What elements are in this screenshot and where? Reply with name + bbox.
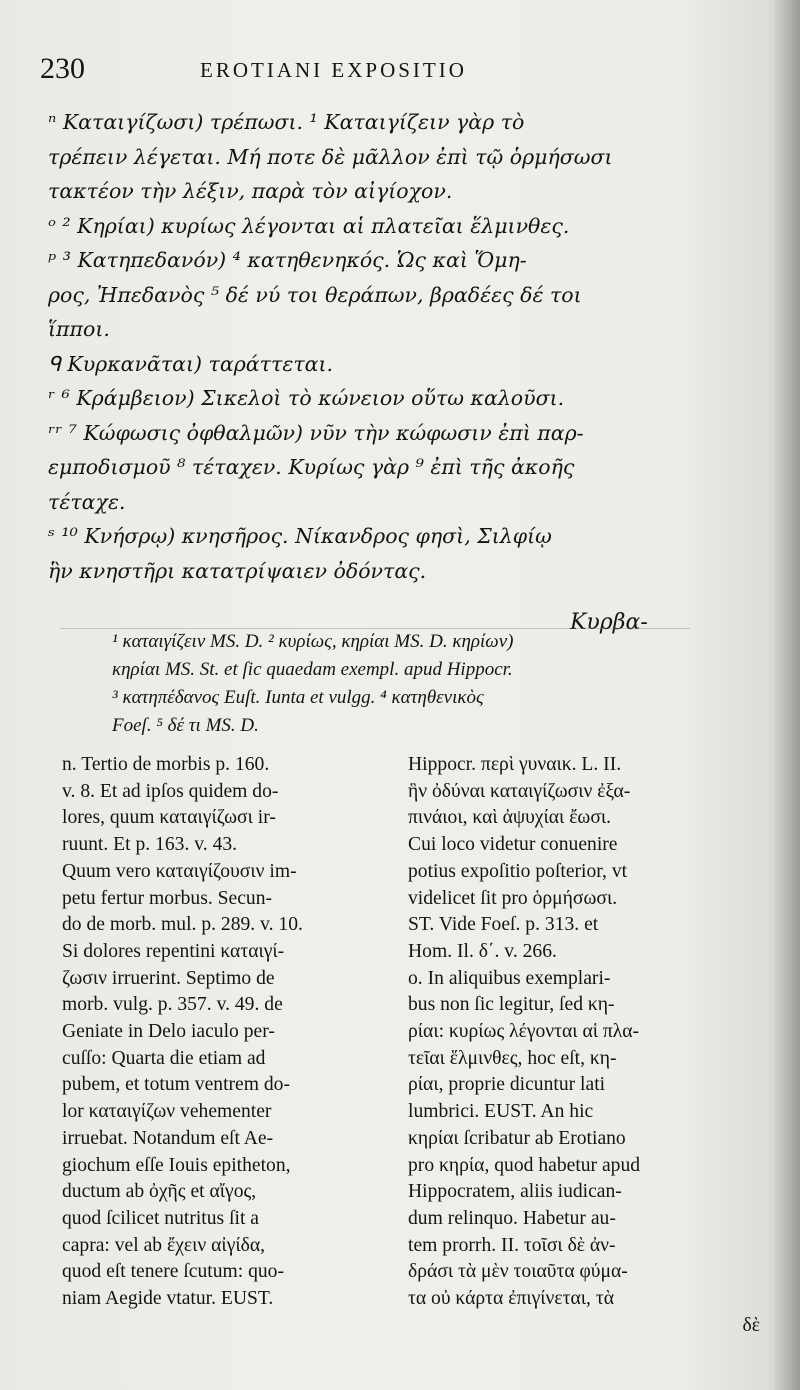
commentary-line: Si dolores repentini καταιγί- <box>62 940 285 962</box>
running-title: EROTIANI EXPOSITIO <box>200 58 467 82</box>
text-line: ʳʳ ⁷ Κώφωσις ὀφθαλμῶν) νῦν τὴν κώφωσιν ἐπὶ παρ- <box>48 420 584 445</box>
commentary-line: v. 8. Et ad ipſos quidem do- <box>62 780 279 802</box>
commentary-line: videlicet ſit pro ὁρμήσωσι. <box>408 887 618 909</box>
commentary-line: ζωσιν irruerint. Septimo de <box>62 967 275 989</box>
text-line: ἣν κνηστῆρι κατατρίψαιεν ὀδόντας. <box>48 558 427 583</box>
text-line: εμποδισμοῦ ⁸ τέταχεν. Κυρίως γὰρ ⁹ ἐπὶ τῆς ἀκοῆς <box>48 455 575 479</box>
text-line: ρος, Ἠπεδανὸς ⁵ δέ νύ τοι θεράπων, βραδέες δέ τοι <box>48 282 582 307</box>
commentary-line: lumbrici. EUST. An hic <box>408 1101 594 1123</box>
text-line: ᑫ Κυρκανᾶται) ταράττεται. <box>48 351 334 376</box>
commentary <box>62 752 762 1382</box>
page-gutter-shadow <box>774 0 800 1390</box>
commentary-line: tem prorrh. II. τοῖσι δὲ ἀν- <box>408 1234 616 1256</box>
catchword: Κυρβα- <box>570 610 648 635</box>
footnotes <box>112 628 762 740</box>
text-line: ἵπποι. <box>48 317 110 341</box>
commentary-line: Geniate in Delo iaculo per- <box>62 1021 275 1043</box>
footnote-line: ³ κατηπέδανος Euſt. Iunta et vulgg. ⁴ κατηθενικὸς <box>112 687 484 708</box>
commentary-line: Hom. Il. δ΄. v. 266. <box>408 940 557 962</box>
commentary-line: Hippocratem, aliis iudican- <box>408 1181 622 1203</box>
commentary-line: ρίαι, proprie dicuntur lati <box>408 1074 606 1096</box>
commentary-line: petu fertur morbus. Secun- <box>62 887 273 909</box>
text-line: ʳ ⁶ Κράμβειον) Σικελοὶ τὸ κώνειον οὕτω καλοῦσι. <box>48 386 565 410</box>
commentary-line: lores, quum καταιγίζωσι ir- <box>62 807 276 829</box>
commentary-line: cuſſo: Quarta die etiam ad <box>62 1047 266 1069</box>
commentary-line: niam Aegide vtatur. EUST. <box>62 1288 274 1310</box>
text-line: ⁿ Καταιγίζωσι) τρέπωσι. ¹ Καταιγίζειν γὰρ τὸ <box>48 110 525 134</box>
text-line: τέταχε. <box>48 489 126 514</box>
text-line: τρέπειν λέγεται. Μή ποτε δὲ μᾶλλον ἐπὶ τῷ ὁρμήσωσι <box>48 144 613 169</box>
commentary-line: quod eſt tenere ſcutum: quo- <box>62 1261 284 1283</box>
commentary-line: potius expoſitio poſterior, vt <box>408 860 628 882</box>
commentary-line: Quum vero καταιγίζουσιν im- <box>62 860 297 882</box>
commentary-line: pubem, et totum ventrem do- <box>62 1074 290 1096</box>
commentary-line: κηρίαι ſcribatur ab Erotiano <box>408 1127 626 1149</box>
commentary-line: ST. Vide Foeſ. p. 313. et <box>408 914 599 936</box>
commentary-line: irruebat. Notandum eſt Ae- <box>62 1127 274 1149</box>
commentary-line: ἣν ὀδύναι καταιγίζωσιν ἐξα- <box>408 780 631 802</box>
text-line: ᵒ ² Κηρίαι) κυρίως λέγονται αἱ πλατεῖαι ἕλμινθες. <box>48 213 570 238</box>
page-number: 230 <box>40 52 85 85</box>
commentary-right-column <box>408 752 760 1339</box>
commentary-line: δράσι τὰ μὲν τοιαῦτα φύμα- <box>408 1261 628 1283</box>
commentary-line: Hippocr. περὶ γυναικ. L. II. <box>408 754 622 775</box>
commentary-line: δὲ <box>742 1314 760 1336</box>
footnote-line: ¹ καταιγίζειν MS. D. ² κυρίως, κηρίαι MS. D. κηρίων) <box>112 631 514 652</box>
footnote-line: κηρίαι MS. St. et ſic quaedam exempl. apud Hippocr. <box>112 659 513 680</box>
commentary-line: do de morb. mul. p. 289. v. 10. <box>62 914 303 936</box>
commentary-line: capra: vel ab ἔχειν αἰγίδα, <box>62 1234 266 1256</box>
footnote-line: Foeſ. ⁵ δέ τι MS. D. <box>112 715 259 736</box>
commentary-line: pro κηρία, quod habetur apud <box>408 1154 641 1176</box>
commentary-line: giochum eſſe Iouis epitheton, <box>62 1154 291 1176</box>
commentary-line: n. Tertio de morbis p. 160. <box>62 754 270 775</box>
commentary-line: dum relinquo. Habetur au- <box>408 1207 616 1229</box>
commentary-line: ruunt. Et p. 163. v. 43. <box>62 834 238 856</box>
commentary-left-column <box>62 752 382 1313</box>
text-line: ᵖ ³ Κατηπεδανόν) ⁴ κατηθενηκός. Ὡς καὶ Ὅμη- <box>48 248 527 272</box>
main-greek-text <box>48 105 740 588</box>
text-line: ˢ ¹⁰ Κνήσρῳ) κνησῆρος. Νίκανδρος φησὶ, Σιλφίῳ <box>48 524 552 548</box>
commentary-line: lor καταιγίζων vehementer <box>62 1101 272 1123</box>
commentary-line: bus non ſic legitur, ſed κη- <box>408 994 615 1016</box>
commentary-line: τα οὐ κάρτα ἐπιγίνεται, τὰ <box>408 1288 614 1310</box>
commentary-line: morb. vulg. p. 357. v. 49. de <box>62 994 283 1016</box>
commentary-line: ρίαι: κυρίως λέγονται αἱ πλα- <box>408 1021 640 1043</box>
page-header <box>40 52 760 92</box>
commentary-line: Cui loco videtur conuenire <box>408 834 618 856</box>
text-line: τακτέον τὴν λέξιν, παρὰ τὸν αἰγίοχον. <box>48 179 453 203</box>
commentary-line: ductum ab ὀχῆς et αἴγος, <box>62 1181 257 1203</box>
commentary-line: o. In aliquibus exemplari- <box>408 967 611 989</box>
commentary-line: quod ſcilicet nutritus ſit a <box>62 1207 259 1229</box>
commentary-line: τεῖαι ἕλμινθες, hoc eſt, κη- <box>408 1047 617 1069</box>
commentary-line: πινάιοι, καὶ ἀψυχίαι ἔωσι. <box>408 807 612 829</box>
